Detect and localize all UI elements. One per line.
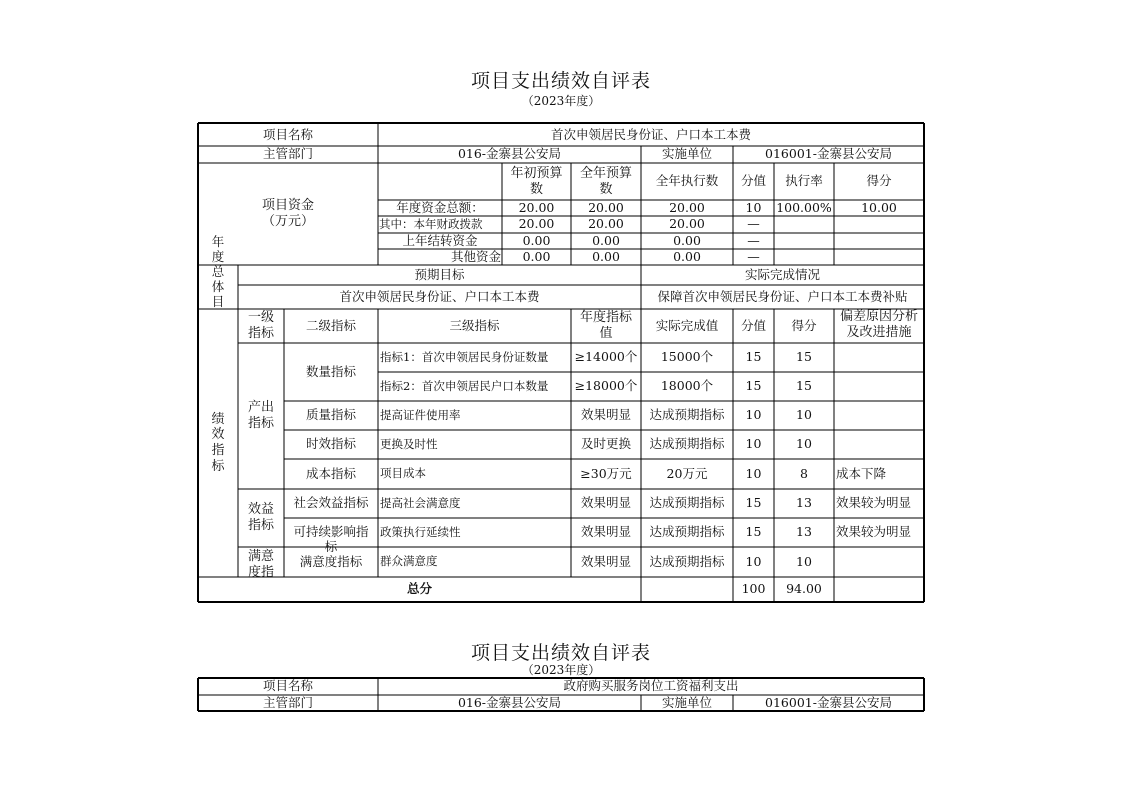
total-label: 总分 (406, 581, 432, 597)
row-score-value: 15 (745, 524, 762, 540)
funds-row-name: 其中：本年财政拨款 (379, 216, 483, 231)
row-target: 效果明显 (580, 495, 631, 511)
row-level2: 时效指标 (305, 436, 356, 452)
funds-header-rate: 执行率 (785, 173, 823, 189)
group-output: 产出 指标 (247, 400, 274, 431)
goal-actual-header: 实际完成情况 (744, 266, 820, 282)
row-score: 8 (800, 465, 808, 481)
row-level2: 可持续影响指 标 (293, 524, 369, 554)
row-score: 10 (796, 553, 812, 569)
row-level3: 更换及时性 (380, 436, 438, 451)
impl-label: 实施单位 (661, 146, 712, 162)
funds-row-full: 0.00 (592, 248, 620, 264)
header-score: 得分 (791, 317, 817, 333)
row-target: 效果明显 (580, 524, 631, 540)
row-actual: 达成预期指标 (649, 436, 725, 452)
row-level3: 指标2：首次申领居民户口本数量 (380, 378, 549, 393)
header-level1: 一级 指标 (247, 310, 274, 341)
form2-dept-label: 主管部门 (262, 694, 313, 710)
row-score-value: 10 (745, 465, 762, 481)
form2-title: 项目支出绩效自评表 (470, 642, 651, 664)
row-score: 13 (796, 495, 812, 511)
funds-row-exec: 0.00 (673, 248, 701, 264)
row-reason: 效果较为明显 (836, 524, 912, 540)
row-score: 10 (796, 436, 812, 452)
row-level2: 质量指标 (305, 407, 356, 423)
row-level3: 提高社会满意度 (380, 495, 461, 510)
row-score: 13 (796, 524, 812, 540)
row-level2: 社会效益指标 (293, 495, 369, 511)
row-reason: 效果较为明显 (836, 495, 912, 511)
header-target: 年度指标 值 (579, 310, 632, 341)
funds-row-init: 0.00 (522, 232, 551, 248)
funds-header-score-value: 分值 (740, 173, 766, 189)
goal-side-label: 年 度 总 体 目 (211, 234, 225, 309)
funds-row-full: 20.00 (588, 216, 624, 232)
form2-project-name-label: 项目名称 (262, 678, 313, 694)
header-score-value: 分值 (740, 317, 766, 333)
row-actual: 20万元 (666, 465, 708, 481)
form2-year: （2023年度） (521, 663, 601, 677)
row-score: 15 (796, 349, 812, 365)
indicators-side-label: 绩 效 指 标 (211, 411, 225, 474)
form1-year: （2023年度） (521, 94, 601, 108)
row-target: 效果明显 (580, 407, 631, 423)
funds-row-init: 20.00 (518, 199, 555, 215)
goal-actual: 保障首次申领居民身份证、户口本工本费补贴 (657, 288, 908, 304)
funds-row-score-value: — (747, 216, 760, 232)
funds-row-score-value: 10 (745, 199, 762, 215)
funds-row-exec: 20.00 (669, 199, 705, 215)
row-target: ≥30万元 (580, 465, 632, 481)
funds-header-exec: 全年执行数 (655, 173, 719, 189)
funds-header-init: 年初预算 数 (510, 165, 563, 197)
header-actual: 实际完成值 (655, 317, 719, 333)
row-score-value: 15 (745, 349, 762, 365)
funds-row-exec: 0.00 (673, 232, 701, 248)
total-score-value: 100 (741, 581, 766, 597)
row-level3: 项目成本 (380, 466, 426, 481)
impl-value: 016001-金寨县公安局 (765, 146, 892, 162)
row-score-value: 15 (745, 378, 762, 394)
funds-row-name: 其他资金 (450, 248, 501, 264)
row-level3: 指标1：首次申领居民身份证数量 (380, 349, 549, 364)
row-target: 及时更换 (580, 436, 631, 452)
row-level2: 数量指标 (305, 363, 356, 379)
row-score-value: 10 (745, 407, 762, 423)
row-actual: 15000个 (660, 349, 714, 365)
funds-row-name: 年度资金总额： (396, 199, 484, 215)
dept-value: 016-金寨县公安局 (457, 146, 562, 162)
group-benefit: 效益 指标 (247, 502, 274, 533)
row-score-value: 15 (745, 495, 762, 511)
goal-expected: 首次申领居民身份证、户口本工本费 (339, 288, 540, 304)
form2-impl-value: 016001-金寨县公安局 (765, 694, 892, 710)
form2-impl-label: 实施单位 (661, 694, 712, 710)
dept-label: 主管部门 (262, 146, 313, 162)
funds-row-rate: 100.00% (776, 199, 832, 215)
row-level3: 政策执行延续性 (380, 524, 461, 539)
row-level3: 提高证件使用率 (380, 407, 461, 422)
funds-row-name: 上年结转资金 (402, 232, 478, 248)
row-target: 效果明显 (580, 553, 631, 569)
funds-row-init: 0.00 (522, 248, 551, 264)
funds-row-full: 20.00 (588, 199, 624, 215)
header-level2: 二级指标 (305, 317, 356, 333)
funds-header-score: 得分 (866, 173, 892, 189)
row-target: ≥14000个 (574, 349, 638, 365)
row-level3: 群众满意度 (380, 554, 438, 569)
funds-header-full: 全年预算 数 (579, 165, 632, 197)
row-level2: 满意度指标 (299, 553, 363, 569)
funds-label: 项目资金 （万元） (261, 198, 314, 229)
row-score-value: 10 (745, 553, 762, 569)
header-level3: 三级指标 (449, 317, 500, 333)
funds-row-full: 0.00 (592, 232, 620, 248)
row-target: ≥18000个 (574, 378, 638, 394)
project-name-value: 首次申领居民身份证、户口本工本费 (550, 126, 751, 142)
funds-row-score: 10.00 (861, 199, 897, 215)
row-score: 10 (796, 407, 812, 423)
project-name-label: 项目名称 (262, 126, 313, 142)
row-actual: 达成预期指标 (649, 524, 725, 540)
row-level2: 成本指标 (305, 465, 356, 481)
funds-row-score-value: — (747, 232, 760, 248)
funds-row-exec: 20.00 (669, 216, 705, 232)
row-actual: 18000个 (660, 378, 714, 394)
row-actual: 达成预期指标 (649, 553, 725, 569)
form2-dept-value: 016-金寨县公安局 (457, 694, 562, 710)
funds-row-score-value: — (747, 248, 760, 264)
form1-title: 项目支出绩效自评表 (470, 70, 651, 92)
group-satisfaction: 满意 度指 (247, 549, 274, 580)
funds-row-init: 20.00 (518, 216, 555, 232)
goal-expected-header: 预期目标 (414, 266, 465, 282)
row-actual: 达成预期指标 (649, 495, 725, 511)
row-actual: 达成预期指标 (649, 407, 725, 423)
row-score-value: 10 (745, 436, 762, 452)
header-reason: 偏差原因分析 及改进措施 (839, 309, 918, 340)
row-reason: 成本下降 (836, 465, 887, 481)
form2-project-name-value: 政府购买服务岗位工资福利支出 (563, 678, 739, 694)
total-score: 94.00 (786, 581, 822, 597)
row-score: 15 (796, 378, 812, 394)
